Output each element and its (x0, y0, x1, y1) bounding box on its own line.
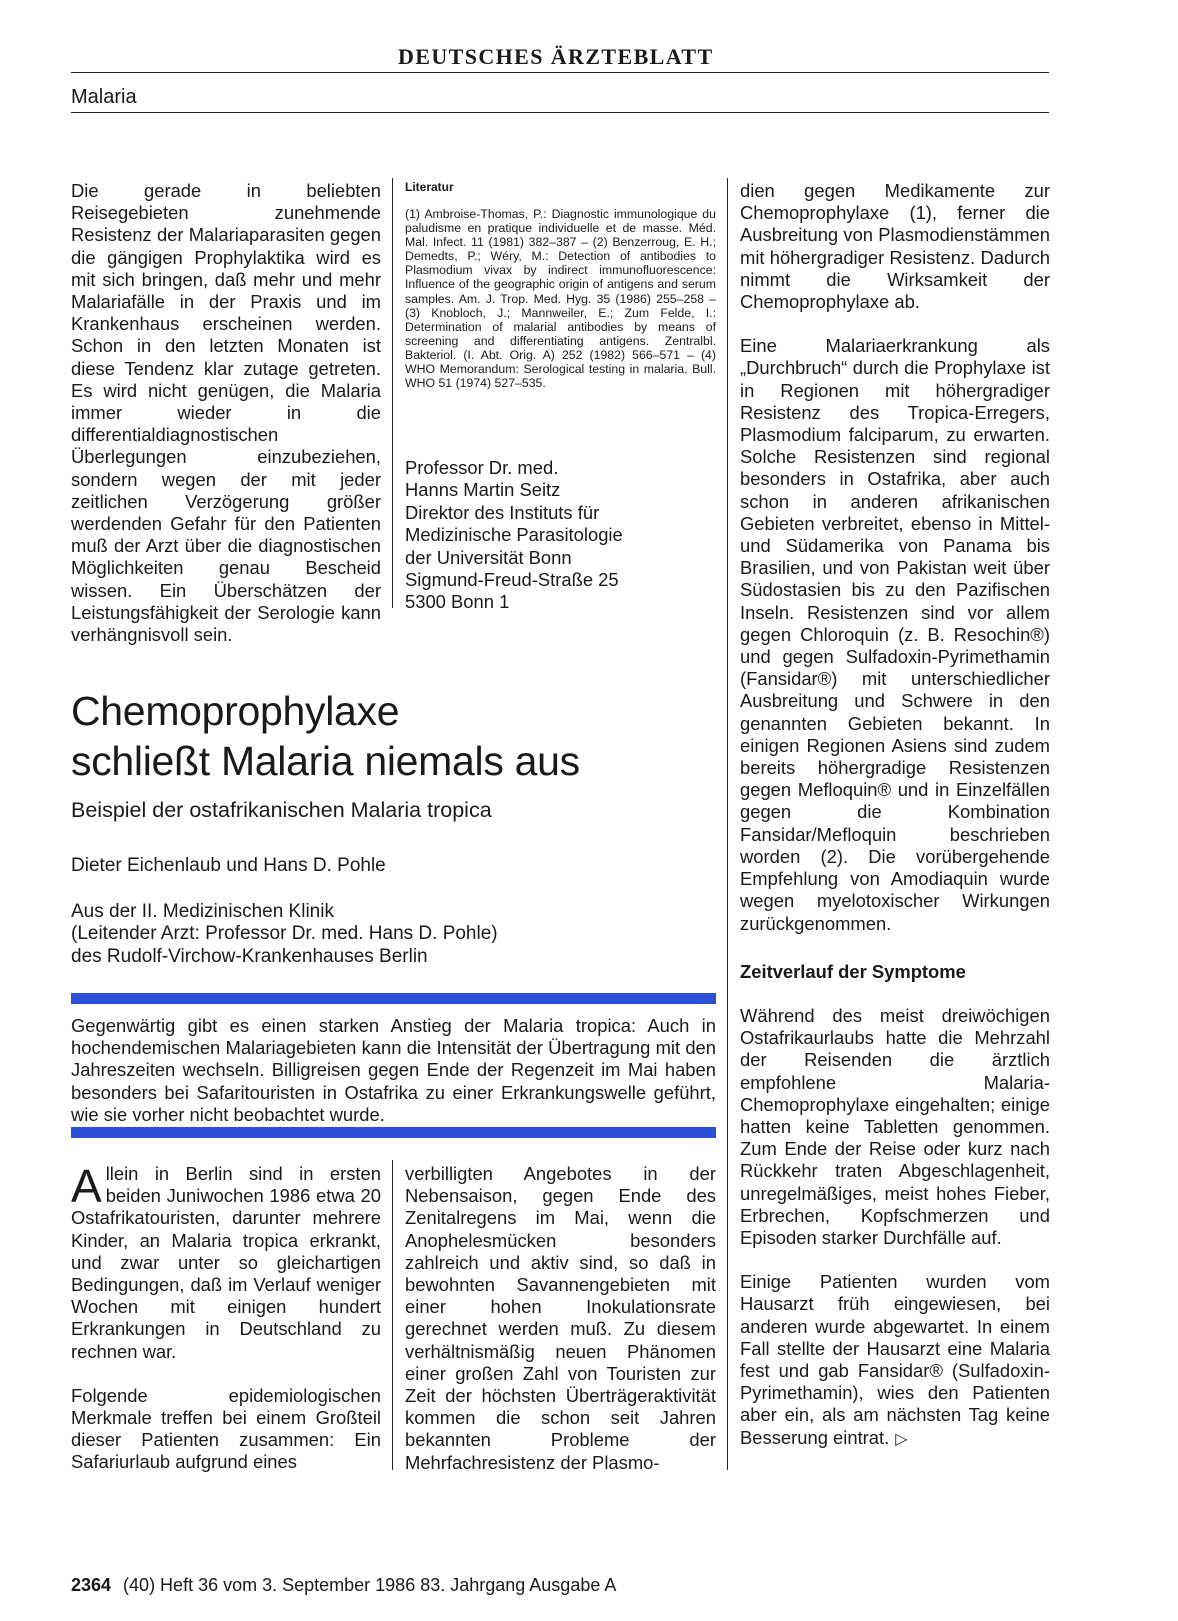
abstract-bar-top (71, 993, 716, 1004)
journal-masthead: DEUTSCHES ÄRZTEBLATT (398, 44, 714, 69)
article-origin (71, 901, 498, 968)
article-authors: Dieter Eichenlaub und Hans D. Pohle (71, 855, 386, 876)
right-paragraph-text: Einige Patienten wurden vom Hausarzt früh eingewiesen, bei anderen wurde abgewartet. In einem Fall stellte der Hausarzt eine Malaria fest und gab Fansidar® (Sulfadoxin-Pyrimethamin), wies den Patienten aber ein, als am nächsten Tag keine Besserung eintrat. (740, 1271, 1050, 1448)
literature-text: (1) Ambroise-Thomas, P.: Diagnostic immunologique du paludisme en pratique individuelle et de masse. Méd. Mal. Infect. 11 (1981) 382–387 – (2) Benzerroug, E. H.; Demedts, P.; Wéry, M.: Detection of antibodies to Plasmodium vivax by indirect immunofluorescence: Influence of the geographic origin of antigens and serum samples. Am. J. Trop. Med. Hyg. 35 (1986) 255–258 – (3) Knobloch, J.; Mannweiler, E.; Zum Felde, I.: Determination of malarial antibodies by means of screening and differentiating antigens. Zentralbl. Bakteriol. (I. Abt. Orig. A) 252 (1982) 566–571 – (4) WHO Memorandum: Serological testing in malaria. Bull. WHO 51 (1974) 527–535. (405, 207, 716, 391)
intro-paragraph: Die gerade in beliebten Reisegebieten zunehmende Resistenz der Malariaparasiten gegen die gängigen Prophylaktika wird es mit sich bringen, daß mehr und mehr Malariafälle in der Praxis und im Krankenhaus erscheinen werden. Schon in den letzten Monaten ist diese Tendenz klar zutage getreten. Es wird nicht genügen, die Malaria immer wieder in die differentialdiagnostischen Überlegungen einzubeziehen, sondern wegen der mit jeder zeitlichen Verzögerung größer werdenden Gefahr für den Patienten muß der Arzt über die diagnostischen Möglichkeiten genau Bescheid wissen. Ein Überschätzen der Leistungsfähigkeit der Serologie kann verhängnisvoll sein. (71, 180, 381, 646)
abstract-text: Gegenwärtig gibt es einen starken Anstieg der Malaria tropica: Auch in hochendemischen Malariagebieten kann die Intensität der Übertragung mit den Jahreszeiten wechseln. Billigreisen gegen Ende der Regenzeit im Mai haben besonders bei Safaritouristen in Ostafrika zu einer Erkrankungswelle geführt, wie sie vorher nicht beobachtet wurde. (71, 1015, 716, 1125)
origin-line: (Leitender Arzt: Professor Dr. med. Hans D. Pohle) (71, 923, 498, 945)
issue-info: (40) Heft 36 vom 3. September 1986 83. Jahrgang Ausgabe A (123, 1575, 617, 1595)
body-column-middle (405, 1163, 716, 1474)
author-address (405, 457, 705, 614)
right-paragraph: Während des meist dreiwöchigen Ostafrikaurlaubs hatte die Mehrzahl der Reisenden die ärztlich empfohlene Malaria-Chemoprophylaxe eingehalten; einige hatten keine Tabletten genommen. Zum Ende der Reise oder kurz nach Rückkehr traten Abgeschlagenheit, unregelmäßiges, meist hohes Fieber, Erbrechen, Kopfschmerzen und Episoden starker Durchfälle auf. (740, 1004, 1050, 1248)
body-column-left (71, 1160, 381, 1474)
address-line: der Universität Bonn (405, 546, 572, 568)
intro-column (71, 180, 381, 646)
continue-arrow-icon: ▷ (895, 1430, 908, 1448)
address-line: Sigmund-Freud-Straße 25 (405, 569, 619, 591)
section-heading: Zeitverlauf der Symptome (740, 960, 966, 982)
right-paragraph: Eine Malariaerkrankung als „Durchbruch“ durch die Prophylaxe ist in Regionen mit höhergradiger Resistenz des Tropica-Erregers, Plasmodium falciparum, zu erwarten. Solche Resistenzen sind regional besonders in Ostafrika, aber auch schon in anderen afrikanischen Gebieten verbreitet, ebenso in Mittel- und Südamerika von Panama bis Brasilien, und von Pakistan weit über Südostasien bis zu den Pazifischen Inseln. Resistenzen sind vor allem gegen Chloroquin (z. B. Resochin®) und gegen Sulfadoxin-Pyrimethamin (Fansidar®) mit unterschiedlicher Ausbreitung und Schwere in den genannten Gebieten bekannt. In einigen Regionen Asiens sind zudem bereits höhergradige Resistenzen gegen Mefloquin® und in Einzelfällen gegen die Kombination Fansidar/Mefloquin beschrieben worden (2). Die vorübergehende Empfehlung von Amodiaquin wurde wegen myelotoxischer Wirkungen zurückgenommen. (740, 335, 1050, 934)
body-paragraph-text: llein in Berlin sind in ersten beiden Juniwochen 1986 etwa 20 Ostafrikatouristen, darunter mehrere Kinder, an Malaria tropica erkrankt, und zwar unter so gleichartigen Bedingungen, daß im Verlauf weniger Wochen mit einigen hundert Erkrankungen in Deutschland zu rechnen war. (71, 1163, 381, 1362)
body-paragraph: verbilligten Angebotes in der Nebensaison, gegen Ende des Zenitalregens im Mai, wenn die Anophelesmücken besonders zahlreich und aktiv sind, so daß in bewohnten Savannengebieten mit einer hohen Inokulationsrate gerechnet werden muß. Zu diesem verhältnismäßig neuen Phänomen einer großen Zahl von Touristen zur Zeit der höchsten Überträgeraktivität kommen die schon seit Jahren bekannten Probleme der Mehrfachresistenz der Plasmo- (405, 1163, 716, 1473)
abstract-bar-bottom (71, 1127, 716, 1138)
article-subtitle: Beispiel der ostafrikanischen Malaria tropica (71, 798, 492, 822)
address-line: Hanns Martin Seitz (405, 479, 561, 501)
column-divider-top-left (392, 178, 393, 608)
address-line: Professor Dr. med. (405, 457, 559, 478)
drop-cap: A (71, 1160, 102, 1212)
address-line: 5300 Bonn 1 (405, 591, 510, 613)
right-paragraph (740, 1271, 1050, 1451)
origin-line: des Rudolf-Virchow-Krankenhauses Berlin (71, 945, 428, 967)
page-footer (71, 1575, 616, 1596)
column-divider-right (727, 178, 728, 1470)
title-line: schließt Malaria niemals aus (71, 738, 580, 784)
address-line: Medizinische Parasitologie (405, 524, 623, 546)
body-paragraph (71, 1160, 381, 1363)
right-paragraph: dien gegen Medikamente zur Chemoprophylaxe (1), ferner die Ausbreitung von Plasmodienstämmen mit höhergradiger Resistenz. Dadurch nimmt die Wirksamkeit der Chemoprophylaxe ab. (740, 180, 1050, 313)
column-divider-bottom-left (392, 1160, 393, 1470)
literature-heading: Literatur (405, 180, 454, 194)
article-title (71, 686, 580, 786)
right-column (740, 180, 1050, 1451)
address-line: Direktor des Instituts für (405, 501, 600, 523)
title-line: Chemoprophylaxe (71, 688, 400, 734)
page-number: 2364 (71, 1575, 112, 1595)
header-rule-top (71, 72, 1049, 73)
origin-line: Aus der II. Medizinischen Klinik (71, 901, 334, 922)
section-label: Malaria (71, 86, 137, 108)
body-paragraph: Folgende epidemiologischen Merkmale treffen bei einem Großteil dieser Patienten zusammen: Ein Safariurlaub aufgrund eines (71, 1384, 381, 1473)
literature-block (405, 180, 716, 390)
header-rule-bottom (71, 112, 1049, 113)
